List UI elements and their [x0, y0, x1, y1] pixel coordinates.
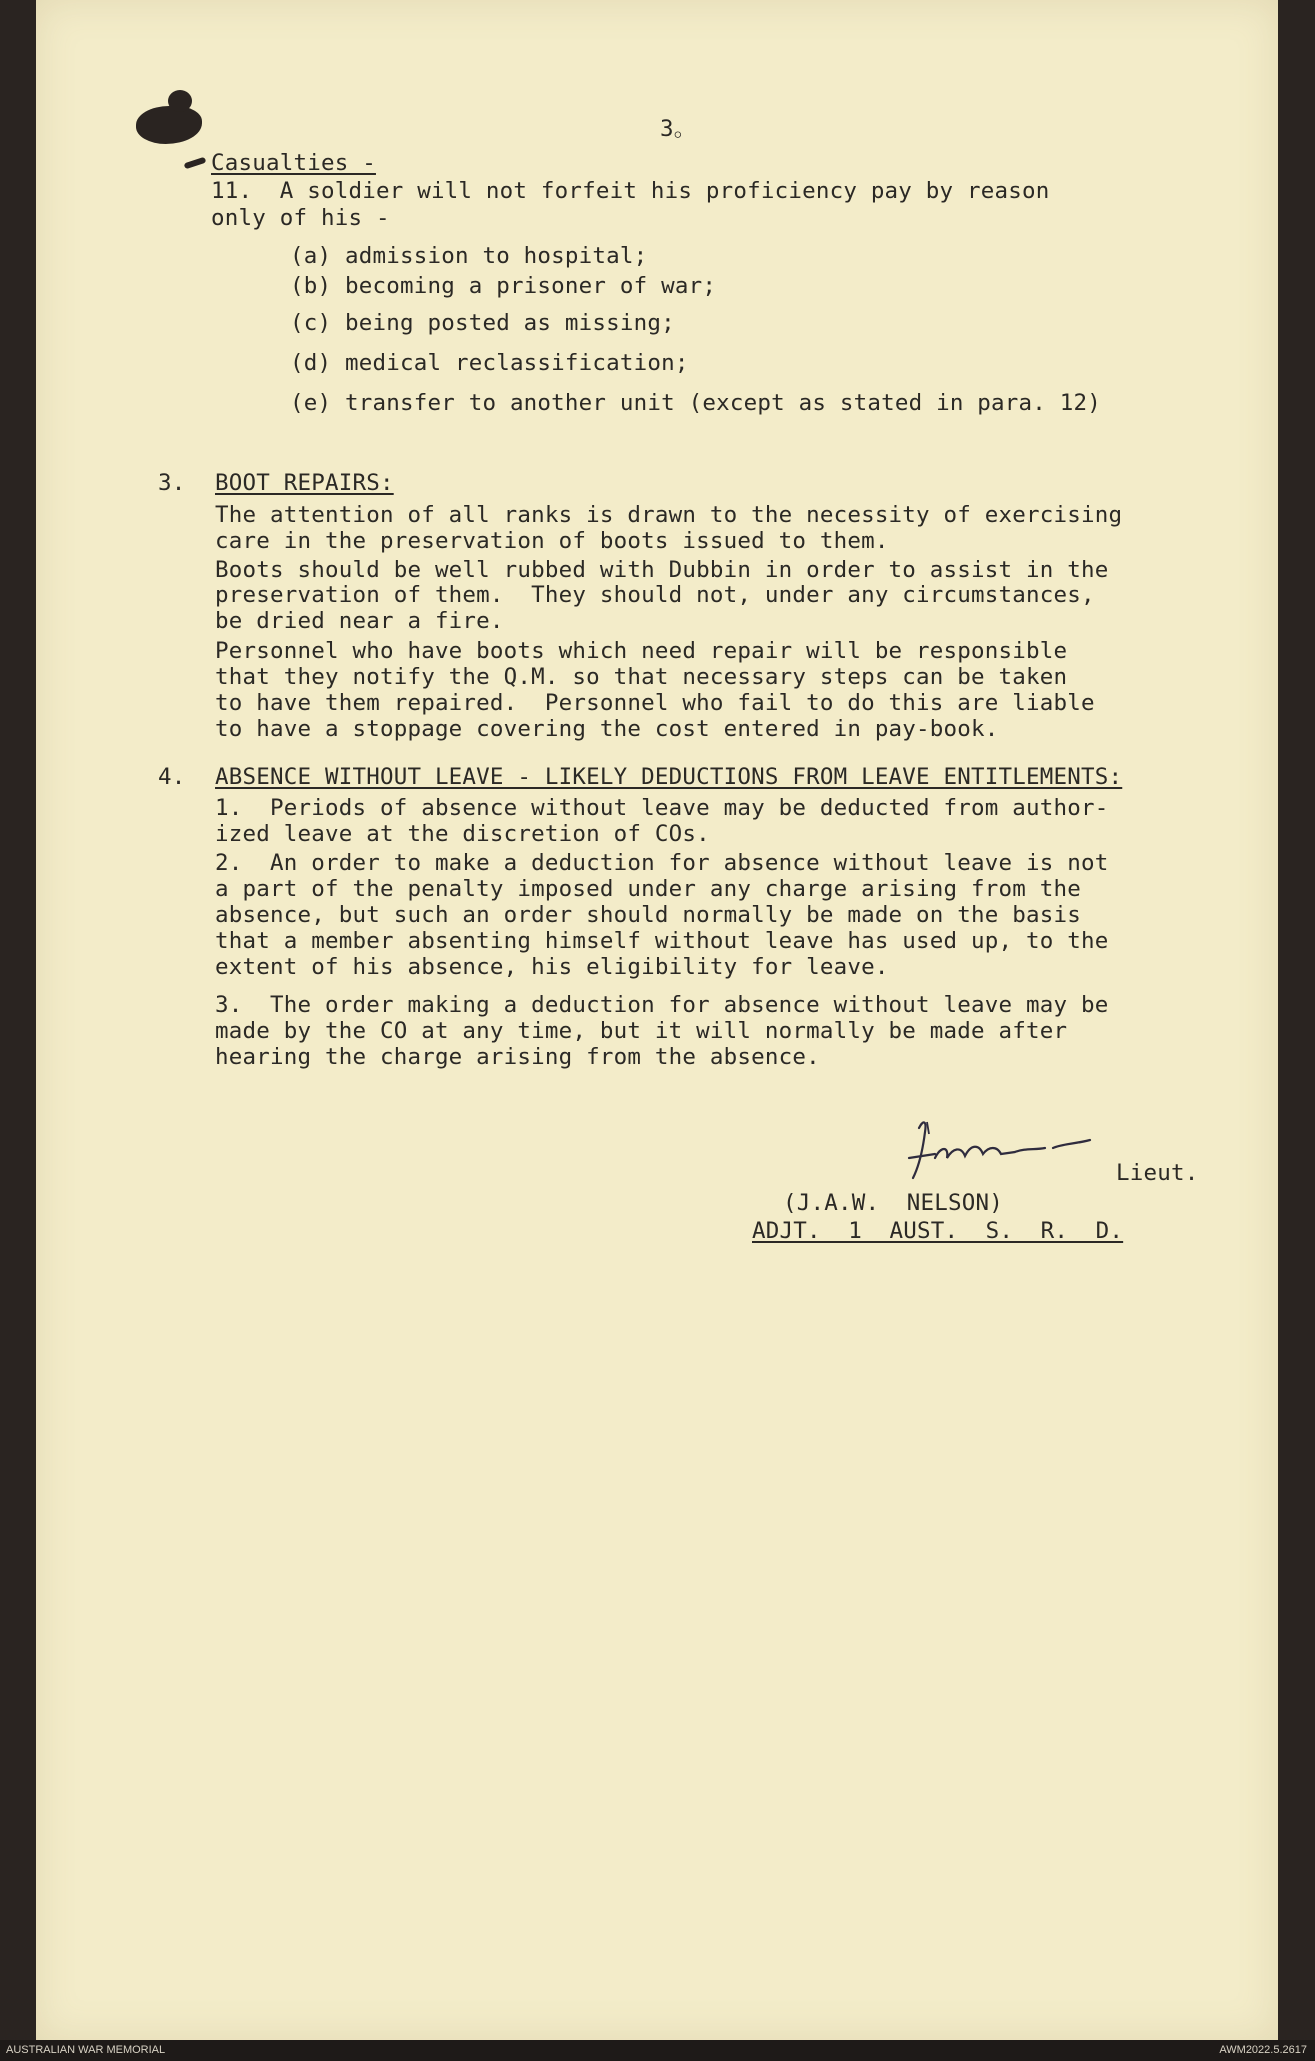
- body-line: that they notify the Q.M. so that necessary steps can be taken: [215, 664, 1068, 690]
- page-number: 3。: [660, 116, 697, 142]
- section-number: 3.: [158, 470, 186, 496]
- body-line: Personnel who have boots which need repair will be responsible: [215, 638, 1068, 664]
- casualties-para-line: only of his -: [211, 205, 390, 231]
- body-line: to have them repaired. Personnel who fail to do this are liable: [215, 690, 1095, 716]
- archive-footer: [0, 2040, 1315, 2061]
- body-line: The attention of all ranks is drawn to the necessity of exercising: [215, 502, 1123, 528]
- handwritten-signature: [905, 1118, 1125, 1188]
- casualty-item: (a) admission to hospital;: [290, 243, 648, 269]
- body-line: made by the CO at any time, but it will normally be made after: [215, 1018, 1068, 1044]
- body-line: be dried near a fire.: [215, 608, 504, 634]
- body-line: 3. The order making a deduction for absence without leave may be: [215, 992, 1109, 1018]
- casualties-para-line: 11. A soldier will not forfeit his proficiency pay by reason: [211, 178, 1050, 204]
- paper-damage-small: [168, 90, 192, 112]
- casualty-item: (e) transfer to another unit (except as stated in para. 12): [290, 390, 1102, 416]
- body-line: a part of the penalty imposed under any charge arising from the: [215, 876, 1082, 902]
- absence-heading: ABSENCE WITHOUT LEAVE - LIKELY DEDUCTIONS FROM LEAVE ENTITLEMENTS:: [215, 764, 1123, 790]
- body-line: ized leave at the discretion of COs.: [215, 821, 710, 847]
- body-line: hearing the charge arising from the absence.: [215, 1044, 820, 1070]
- body-line: 2. An order to make a deduction for absence without leave is not: [215, 850, 1109, 876]
- casualties-heading: Casualties -: [211, 150, 376, 176]
- body-line: extent of his absence, his eligibility for leave.: [215, 954, 889, 980]
- signatory-appointment: ADJT. 1 AUST. S. R. D.: [752, 1218, 1124, 1244]
- body-line: Boots should be well rubbed with Dubbin in order to assist in the: [215, 557, 1109, 583]
- body-line: preservation of them. They should not, under any circumstances,: [215, 582, 1095, 608]
- section-number: 4.: [158, 764, 186, 790]
- body-line: 1. Periods of absence without leave may be deducted from author-: [215, 795, 1109, 821]
- paper-damage: [136, 106, 202, 144]
- body-line: care in the preservation of boots issued to them.: [215, 528, 889, 554]
- signatory-rank: Lieut.: [1116, 1160, 1199, 1186]
- ink-mark: [184, 157, 207, 170]
- casualty-item: (b) becoming a prisoner of war;: [290, 273, 717, 299]
- body-line: absence, but such an order should normally be made on the basis: [215, 902, 1082, 928]
- signatory-name: (J.A.W. NELSON): [783, 1190, 1003, 1216]
- footer-institution: AUSTRALIAN WAR MEMORIAL: [6, 2044, 166, 2056]
- body-line: that a member absenting himself without leave has used up, to the: [215, 928, 1109, 954]
- footer-reference: AWM2022.5.2617: [1219, 2044, 1307, 2056]
- body-line: to have a stoppage covering the cost entered in pay-book.: [215, 716, 999, 742]
- boot-repairs-heading: BOOT REPAIRS:: [215, 470, 394, 496]
- casualty-item: (d) medical reclassification;: [290, 350, 689, 376]
- casualty-item: (c) being posted as missing;: [290, 310, 675, 336]
